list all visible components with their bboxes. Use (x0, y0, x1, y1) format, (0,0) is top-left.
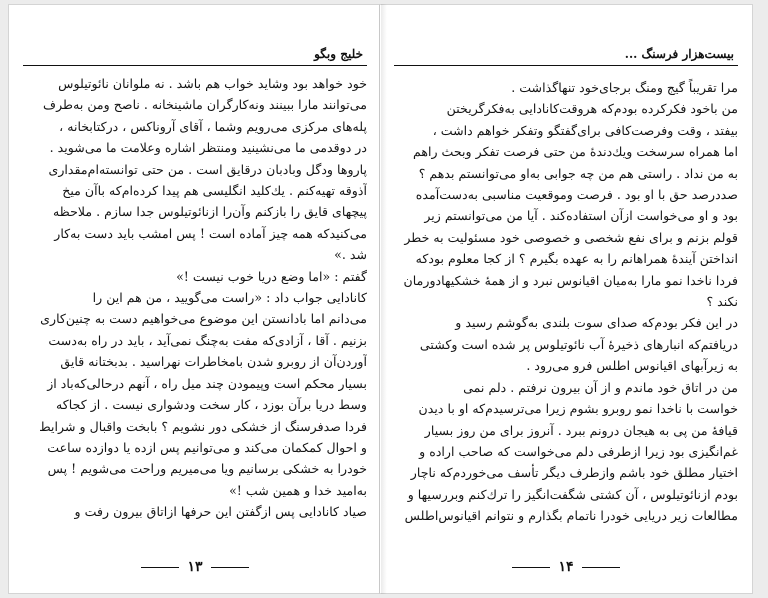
text-line: خود خواهد بود وشاید خواب هم باشد . نه ملوانان نائوتیلوس (58, 76, 367, 91)
footer-dash-left-2 (211, 567, 249, 568)
left-page-text (23, 73, 367, 523)
text-line: آذوقه تهیه‌کنم . یك‌کلید انگلیسی هم پیدا کرده‌ام‌که باآن میخ‌ (62, 183, 367, 199)
text-line: بزنیم . آقا ، آزادی‌که مفت به‌چنگ نمی‌آید ، باید در راه به‌دست (48, 332, 367, 348)
text-line: بسیار محکم است وپیمودن چند میل راه ، آنهم درحالی‌که‌باد از (47, 375, 367, 391)
text-line: من باخود فکرکرده بودم‌که هروقت‌کانادایی به‌فکرگریختن (446, 101, 738, 117)
text-line: بودم ازنائوتیلوس ، آن کشتی شگفت‌انگیز را ترك‌کنم وبررسیها و (407, 486, 738, 502)
text-line: اما همراه سرسخت ویك‌دندهٔ من حتی فرصت تفکر وبحث راهم (412, 144, 738, 160)
page-number-left: ۱۳ (187, 559, 203, 575)
right-page (379, 4, 753, 594)
text-line: غم‌انگیزی بود زیرا ازطرفی دلم می‌خواست که صاحب اراده و (419, 443, 738, 459)
header-rule-right (394, 65, 738, 66)
text-line: به‌امید خدا و همین شب !» (229, 482, 367, 498)
text-line: مرا تقریباً گیج ومنگ برجای‌خود تنهاگذاشت . (511, 80, 738, 95)
text-line: می‌توانند مارا ببینند ونه‌کارگران ماشینخانه . ناصح ومن بەطرف (43, 97, 367, 113)
text-line: انداختن آیندهٔ همراهانم را به عهده بگیرم ؟ از کجا معلوم بودکه (415, 251, 738, 267)
text-line: صددرصد حق با او بود . فرصت وموقعیت مناسبی به‌دست‌آمده (415, 187, 738, 203)
text-line: پاروها ودگل وبادبان درقایق است . من حتی توانسته‌ام‌مقداری (48, 161, 367, 177)
text-line: در این فکر بودم‌که صدای سوت بلندی به‌گوشم رسید و (455, 315, 738, 331)
text-line: قولم بزنم و برای نفع شخصی و خصوصی خود مسئولیت به خطر (404, 229, 738, 245)
text-line: به من نداد . راستی هم من چه جوابی به‌او می‌توانستم بدهم ؟ (418, 165, 738, 181)
text-line: به زیرآبهای اقیانوس اطلس فرو می‌رود . (526, 358, 738, 374)
text-line: من در اتاق خود ماندم و از آن بیرون نرفتم . دلم نمی‌ (463, 379, 738, 395)
text-line: اختیار مطلق خود باشم وازطرف دیگر تأسف می‌خوردم‌که ناچار (410, 465, 738, 481)
text-line: قیافهٔ من پی به هیجان درونم ببرد . آنروز برای من روز بسیار (424, 422, 738, 438)
right-page-text (394, 77, 738, 527)
text-line: بیفتد ، وقت وفرصت‌کافی برای‌گفتگو وتفکر خواهم داشت ، (432, 122, 738, 138)
text-line: در دوقدمی ما می‌نشینید ومنتظر اشاره وعلامت ما می‌شوید . (49, 140, 367, 156)
text-line: شد .» (334, 247, 367, 263)
text-line: گفتم : «اما وضع دریا خوب نیست !» (176, 268, 367, 284)
text-line: خودرا به خشکی برسانیم ویا می‌میریم وراحت می‌شویم ! پس (47, 461, 367, 477)
page-footer-left (9, 559, 381, 575)
text-line: پله‌های مرکزی می‌رویم وشما ، آقای آروناکس ، درکتابخانه ، (59, 118, 367, 134)
left-page (8, 4, 382, 594)
text-line: کانادایی جواب داد : «راست می‌گویید ، من هم این را (92, 290, 367, 306)
text-line: مطالعات زیر دریایی خودرا ناتمام بگذارم و نتوانم اقیانوس‌اطلس (404, 508, 738, 524)
page-number-right: ۱۴ (558, 559, 574, 575)
header-rule-left (23, 65, 367, 66)
text-line: نکند ؟ (706, 294, 738, 310)
running-header-left: خلیج وبگو (314, 47, 363, 61)
text-line: دریافتم‌که انبارهای ذخیرهٔ آب نائوتیلوس پر شده است وکشتی (419, 336, 738, 352)
text-line: صیاد کانادایی پس ازگفتن این حرفها ازاتاق بیرون رفت و (74, 504, 367, 520)
text-line: فردا صدفرسنگ از خشکی دور نشویم ؟ بابخت واقبال و شرایط (39, 418, 367, 434)
footer-dash-right (512, 567, 550, 568)
text-line: وسط دریا برآن بوزد ، کار سخت ودشواری نیست . از کجاکه (56, 397, 367, 413)
text-line: بود و او می‌خواست ازآن استفاده‌کند . آیا من می‌توانستم زیر (424, 208, 738, 224)
footer-dash-left (141, 567, 179, 568)
text-line: و احوال کمکمان می‌کند و می‌توانیم پس ازده یا دوازده ساعت (47, 439, 367, 455)
text-line: پیچهای قایق را بازکنم وآن‌را ازنائوتیلوس جدا سازم . ملاحظه (52, 204, 367, 220)
footer-dash-right-2 (582, 567, 620, 568)
text-line: خواست با ناخدا نمو روبرو بشوم زیرا می‌ترسیدم‌که او با دیدن (418, 401, 738, 417)
text-line: می‌کنیدکه همه چیز آماده است ! پس امشب باید دست به‌کار (54, 225, 367, 241)
page-footer-right (380, 559, 752, 575)
text-line: آوردن‌آن از روبرو شدن بامخاطرات نهراسید . بدبختانه قایق (60, 354, 367, 370)
running-header-right: بیست‌هزار فرسنگ ... (624, 47, 734, 61)
text-line: فردا ناخدا نمو مارا بەمیان اقیانوس نبرد و از همهٔ خشکیها‌دورمان (403, 272, 738, 288)
text-line: می‌دانم اما بادانستن این موضوع می‌خواهیم دست به چنین‌کاری (40, 311, 367, 327)
